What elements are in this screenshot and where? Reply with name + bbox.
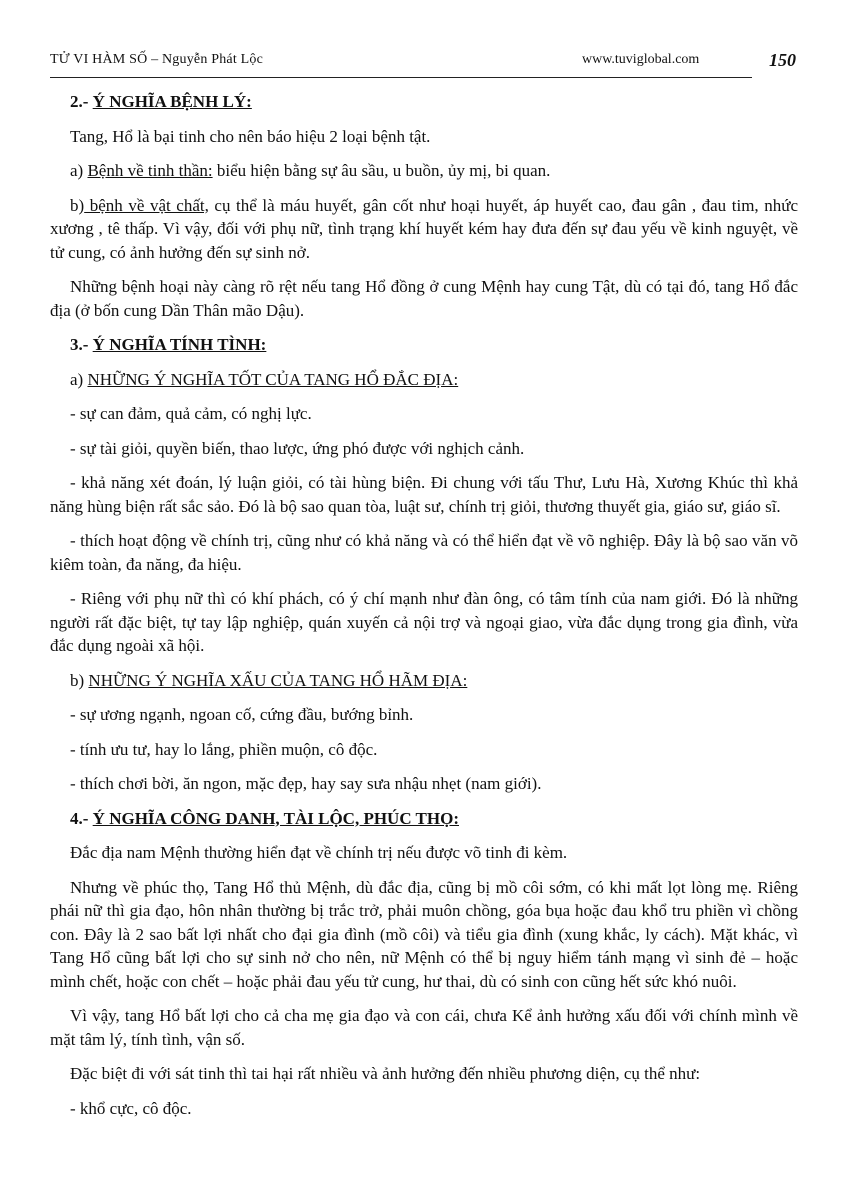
item-a-label: Bệnh về tinh thần:: [87, 161, 213, 180]
website-url[interactable]: www.tuviglobal.com: [582, 52, 700, 67]
section-4-number: 4.-: [70, 808, 93, 828]
section-3-number: 3.-: [70, 335, 93, 354]
section-4-paragraph-3: Vì vậy, tang Hổ bất lợi cho cả cha mẹ gia đạo và con cái, chưa Kể ảnh hưởng xấu đối với chính mình về mặt tâm lý, tính tình, vận số.: [50, 1006, 798, 1049]
good-trait-2: - sự tài giỏi, quyền biến, thao lược, ứng phó được với nghịch cảnh.: [70, 438, 525, 458]
section-2-title: Ý NGHĨA BỆNH LÝ:: [92, 92, 252, 111]
item-b-label: bệnh về vật chất,: [84, 195, 209, 215]
section-2-number: 2.-: [70, 92, 93, 111]
section-3-heading: [70, 333, 798, 357]
section-3b-title: NHỮNG Ý NGHĨA XẤU CỦA TANG HỔ HÃM ĐỊA:: [88, 670, 468, 690]
section-3b-prefix: b): [70, 670, 89, 690]
section-4-heading: [70, 807, 798, 831]
good-trait-1: - sự can đảm, quả cảm, có nghị lực.: [70, 404, 312, 423]
section-4-paragraph-2: Nhưng về phúc thọ, Tang Hổ thủ Mệnh, dù đắc địa, cũng bị mồ côi sớm, có khi mất lọt lòng mẹ. Riêng phái nữ thì gia đạo, hôn nhân thường bị trắc trở, phải muôn chồng, góa bụa hoặc đau khổ tru phiền vì chồng con. Đây là 2 sao bất lợi nhất cho đại gia đình (mồ côi) và tiểu gia đình (xung khắc, ly cách). Mặt khác, vì Tang Hổ cũng bất lợi cho sự sinh nở cho nên, nữ Mệnh có thể bị nguy hiểm tánh mạng vì sinh đẻ – hoặc mình chết, hoặc con chết – hoặc phải đau yếu tử cung, hư thai, dù có sinh con cũng hết sức khó nuôi.: [50, 877, 798, 991]
good-trait-5: - Riêng với phụ nữ thì có khí phách, có ý chí mạnh như đàn ông, có tâm tính của nam giới. Đó là những người rất đặc biệt, tự tay lập nghiệp, quán xuyến cả nội trợ và ngoại giao, vừa đắc dụng trong gia đình, vừa đắc dụng ngoài xã hội.: [50, 589, 798, 655]
section-3b-heading: [70, 669, 798, 693]
page-number: 150: [769, 50, 796, 70]
section-4-paragraph-4: Đặc biệt đi với sát tinh thì tai hại rất nhiều và ảnh hưởng đến nhiều phương diện, cụ thể như:: [70, 1064, 701, 1083]
bad-trait-1: - sự ương ngạnh, ngoan cố, cứng đầu, bướng bỉnh.: [70, 705, 414, 724]
section-4-title: Ý NGHĨA CÔNG DANH, TÀI LỘC, PHÚC THỌ:: [92, 808, 459, 828]
section-3a-heading: [70, 368, 798, 392]
section-2-paragraph: Những bệnh hoại này càng rõ rệt nếu tang Hổ đồng ở cung Mệnh hay cung Tật, dù có tại đó, tang Hổ đắc địa (ở bốn cung Dần Thân mão Dậu).: [50, 277, 798, 320]
good-trait-3: - khả năng xét đoán, lý luận giỏi, có tài hùng biện. Đi chung với tấu Thư, Lưu Hà, Xương Khúc thì khả năng hùng biện rất sắc sảo. Đó là bộ sao quan tòa, luật sư, chính trị giỏi, thương thuyết gia, giáo sư, giáo sĩ.: [50, 473, 798, 516]
bad-trait-2: - tính ưu tư, hay lo lắng, phiền muộn, cô độc.: [70, 739, 378, 759]
section-3a-prefix: a): [70, 369, 88, 389]
book-title: TỬ VI HÀM SỐ – Nguyễn Phát Lộc: [50, 52, 263, 67]
good-trait-4: - thích hoạt động về chính trị, cũng như có khả năng và có thể hiển đạt về võ nghiệp. Đây là bộ sao văn võ kiêm toàn, đa năng, đa hiệu.: [50, 531, 798, 574]
item-b-text: cụ thể là máu huyết, gân cốt như hoại huyết, áp huyết cao, đau gân , đau tim, nhức xương , tê thấp. Vì vậy, đối với phụ nữ, tình trạng khí huyết kém hay đưa đến sự đau yếu về kinh nguyệt, về tử cung, có ảnh hưởng đến sự sinh nở.: [50, 195, 798, 262]
section-2-intro: Tang, Hổ là bại tinh cho nên báo hiệu 2 loại bệnh tật.: [70, 126, 431, 146]
section-4-paragraph-1: Đắc địa nam Mệnh thường hiển đạt về chính trị nếu được võ tinh đi kèm.: [70, 843, 568, 862]
item-a-prefix: a): [70, 161, 88, 180]
item-a-text: biểu hiện bằng sự âu sầu, u buồn, ủy mị, bi quan.: [212, 161, 551, 180]
section-2-item-b: [50, 194, 798, 265]
item-b-prefix: b): [70, 195, 85, 215]
page-body: [50, 90, 798, 1131]
header-rule: [50, 77, 752, 78]
section-2-item-a: [50, 159, 798, 183]
section-3a-title: NHỮNG Ý NGHĨA TỐT CỦA TANG HỔ ĐẮC ĐỊA:: [87, 369, 459, 389]
section-2-heading: [70, 90, 798, 114]
bad-trait-3: - thích chơi bời, ăn ngon, mặc đẹp, hay say sưa nhậu nhẹt (nam giới).: [70, 774, 542, 793]
section-3-title: Ý NGHĨA TÍNH TÌNH:: [92, 335, 267, 354]
section-4-paragraph-5: - khổ cực, cô độc.: [70, 1098, 192, 1118]
page-header: [50, 50, 796, 76]
